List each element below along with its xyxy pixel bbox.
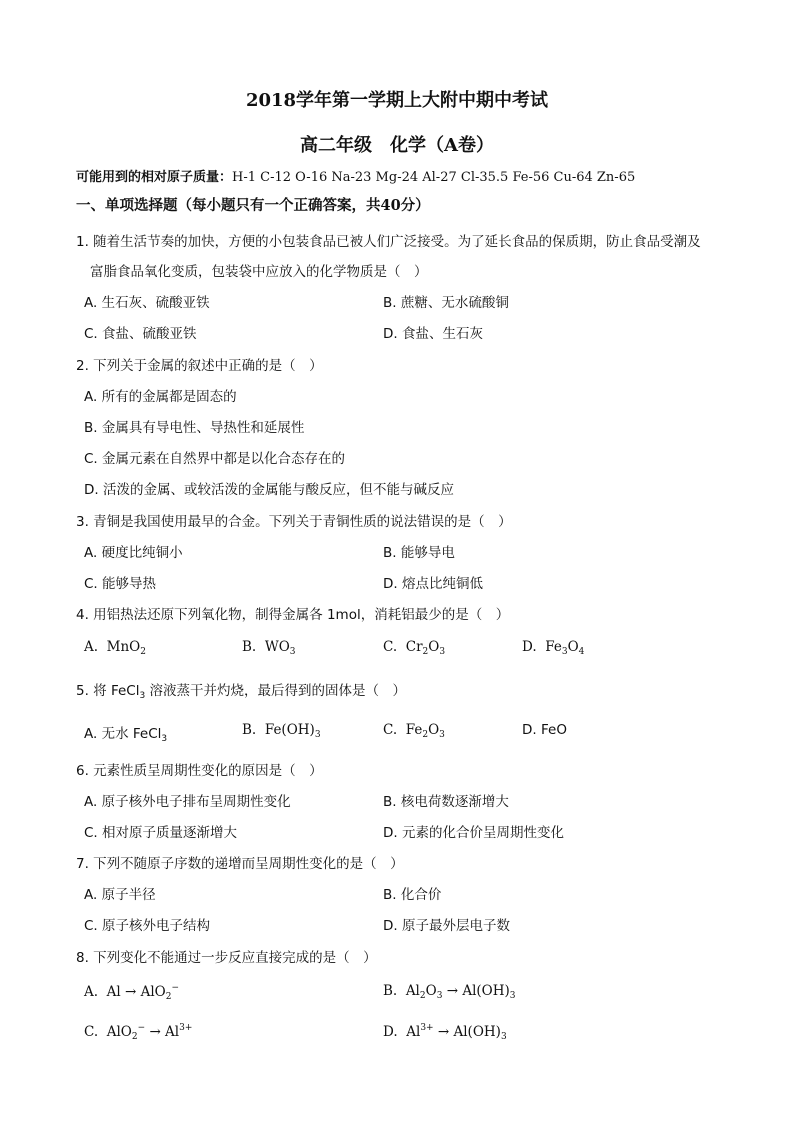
question-1-stem: 1. 随着生活节奏的加快，方便的小包装食品已被人们广泛接受。为了延长食品的保质期，防止食品受潮及 xyxy=(76,234,701,250)
formula: Al xyxy=(406,1024,421,1040)
exam-subtitle: 高二年级 化学（A卷） xyxy=(300,135,494,156)
subscript: 3 xyxy=(439,730,445,740)
question-1-option-a[interactable]: A. 生石灰、硫酸亚铁 xyxy=(84,295,210,311)
formula: O xyxy=(567,639,579,655)
formula: WO xyxy=(264,639,290,655)
subscript: 2 xyxy=(140,647,146,657)
formula: Fe(OH) xyxy=(264,722,315,738)
formula: → Al xyxy=(145,1024,180,1040)
question-7-stem: 7. 下列不随原子序数的递增而呈周期性变化的是（ ） xyxy=(76,856,404,872)
option-letter: C. xyxy=(84,1024,99,1040)
question-3-option-a[interactable]: A. 硬度比纯铜小 xyxy=(84,545,183,561)
formula: MnO xyxy=(106,639,141,655)
question-3-option-b[interactable]: B. 能够导电 xyxy=(383,545,455,561)
question-7-option-b[interactable]: B. 化合价 xyxy=(383,887,442,903)
question-4-option-c[interactable] xyxy=(383,639,445,657)
question-1-stem-cont: 富脂食品氧化变质，包装袋中应放入的化学物质是（ ） xyxy=(90,264,428,280)
subscript: 2 xyxy=(131,1032,138,1042)
formula: Fe xyxy=(545,639,562,655)
option-letter: D. xyxy=(522,639,537,655)
question-6-option-c[interactable]: C. 相对原子质量逐渐增大 xyxy=(84,825,238,841)
formula: 无水 FeCl xyxy=(101,726,162,742)
question-8-option-c[interactable] xyxy=(84,1023,192,1042)
subscript: 2 xyxy=(422,730,429,740)
subscript: 3 xyxy=(436,991,443,1001)
question-1-option-c[interactable]: C. 食盐、硫酸亚铁 xyxy=(84,326,197,342)
option-letter: B. xyxy=(242,722,257,738)
question-2-option-d[interactable]: D. 活泼的金属、或较活泼的金属能与酸反应，但不能与碱反应 xyxy=(84,482,454,498)
subscript: 3 xyxy=(561,647,568,657)
section-heading: 一、单项选择题（每小题只有一个正确答案，共40分） xyxy=(76,197,430,214)
question-3-option-c[interactable]: C. 能够导热 xyxy=(84,576,157,592)
subscript: 3 xyxy=(289,647,296,657)
atomic-masses-label: 可能用到的相对原子质量： xyxy=(76,170,233,185)
question-8-stem: 8. 下列变化不能通过一步反应直接完成的是（ ） xyxy=(76,950,377,966)
formula: FeO xyxy=(540,722,567,738)
subscript: 3 xyxy=(139,691,146,701)
superscript: − xyxy=(137,1023,146,1033)
option-letter: A. xyxy=(84,639,99,655)
subscript: 3 xyxy=(314,730,321,740)
question-2-option-c[interactable]: C. 金属元素在自然界中都是以化合态存在的 xyxy=(84,451,346,467)
question-5-option-b[interactable] xyxy=(242,722,321,740)
stem-text: 溶液蒸干并灼烧，最后得到的固体是（ ） xyxy=(145,683,407,699)
question-6-option-b[interactable]: B. 核电荷数逐渐增大 xyxy=(383,794,509,810)
subscript: 2 xyxy=(165,992,172,1002)
formula: O xyxy=(425,983,437,999)
question-5-option-a[interactable] xyxy=(84,722,167,744)
option-letter: A. xyxy=(84,726,98,742)
subscript: 3 xyxy=(509,991,516,1001)
option-letter: D. xyxy=(522,722,537,738)
atomic-masses xyxy=(76,166,635,185)
question-4-option-d[interactable] xyxy=(522,639,584,657)
subscript: 4 xyxy=(578,647,585,657)
question-8-option-d[interactable] xyxy=(383,1023,507,1042)
question-1-option-b[interactable]: B. 蔗糖、无水硫酸铜 xyxy=(383,295,509,311)
subscript: 2 xyxy=(419,991,426,1001)
question-6-stem: 6. 元素性质呈周期性变化的原因是（ ） xyxy=(76,763,323,779)
superscript: 3+ xyxy=(420,1023,434,1033)
formula: O xyxy=(428,639,440,655)
superscript: 3+ xyxy=(179,1023,193,1033)
subscript: 3 xyxy=(500,1032,507,1042)
formula: → Al(OH) xyxy=(442,983,510,999)
question-4-option-a[interactable] xyxy=(84,639,146,657)
question-3-option-d[interactable]: D. 熔点比纯铜低 xyxy=(383,576,483,592)
question-7-option-a[interactable]: A. 原子半径 xyxy=(84,887,156,903)
question-7-option-c[interactable]: C. 原子核外电子结构 xyxy=(84,918,211,934)
formula: → Al(OH) xyxy=(433,1024,501,1040)
superscript: − xyxy=(171,983,180,993)
formula: Al xyxy=(405,983,420,999)
subscript: 3 xyxy=(439,647,446,657)
question-4-option-b[interactable] xyxy=(242,639,296,657)
question-2-stem: 2. 下列关于金属的叙述中正确的是（ ） xyxy=(76,358,323,374)
option-letter: C. xyxy=(383,639,398,655)
option-letter: B. xyxy=(242,639,257,655)
formula: Fe xyxy=(405,722,423,738)
formula: O xyxy=(428,722,440,738)
question-5-option-d[interactable] xyxy=(522,722,567,738)
question-1-option-d[interactable]: D. 食盐、生石灰 xyxy=(383,326,483,342)
subscript: 2 xyxy=(422,647,429,657)
question-6-option-d[interactable]: D. 元素的化合价呈周期性变化 xyxy=(383,825,564,841)
option-letter: B. xyxy=(383,983,398,999)
question-8-option-b[interactable] xyxy=(383,983,516,1001)
question-6-option-a[interactable]: A. 原子核外电子排布呈周期性变化 xyxy=(84,794,291,810)
question-2-option-a[interactable]: A. 所有的金属都是固态的 xyxy=(84,389,237,405)
question-7-option-d[interactable]: D. 原子最外层电子数 xyxy=(383,918,510,934)
formula: AlO xyxy=(106,1024,132,1040)
formula: Al → AlO xyxy=(106,984,166,1000)
option-letter: C. xyxy=(383,722,398,738)
question-5-stem xyxy=(76,679,406,701)
stem-text: 5. 将 FeCl xyxy=(76,683,140,699)
question-8-option-a[interactable] xyxy=(84,983,179,1002)
question-2-option-b[interactable]: B. 金属具有导电性、导热性和延展性 xyxy=(84,420,305,436)
option-letter: A. xyxy=(84,984,99,1000)
option-letter: D. xyxy=(383,1024,398,1040)
question-5-option-c[interactable] xyxy=(383,722,445,740)
subscript: 3 xyxy=(161,734,168,744)
question-4-stem: 4. 用铝热法还原下列氧化物，制得金属各 1mol，消耗铝最少的是（ ） xyxy=(76,607,510,623)
question-3-stem: 3. 青铜是我国使用最早的合金。下列关于青铜性质的说法错误的是（ ） xyxy=(76,514,512,530)
formula: Cr xyxy=(405,639,423,655)
atomic-masses-values: H-1 C-12 O-16 Na-23 Mg-24 Al-27 Cl-35.5 Fe-56 Cu-64 Zn-65 xyxy=(232,170,636,185)
exam-title: 2018学年第一学期上大附中期中考试 xyxy=(245,90,549,111)
